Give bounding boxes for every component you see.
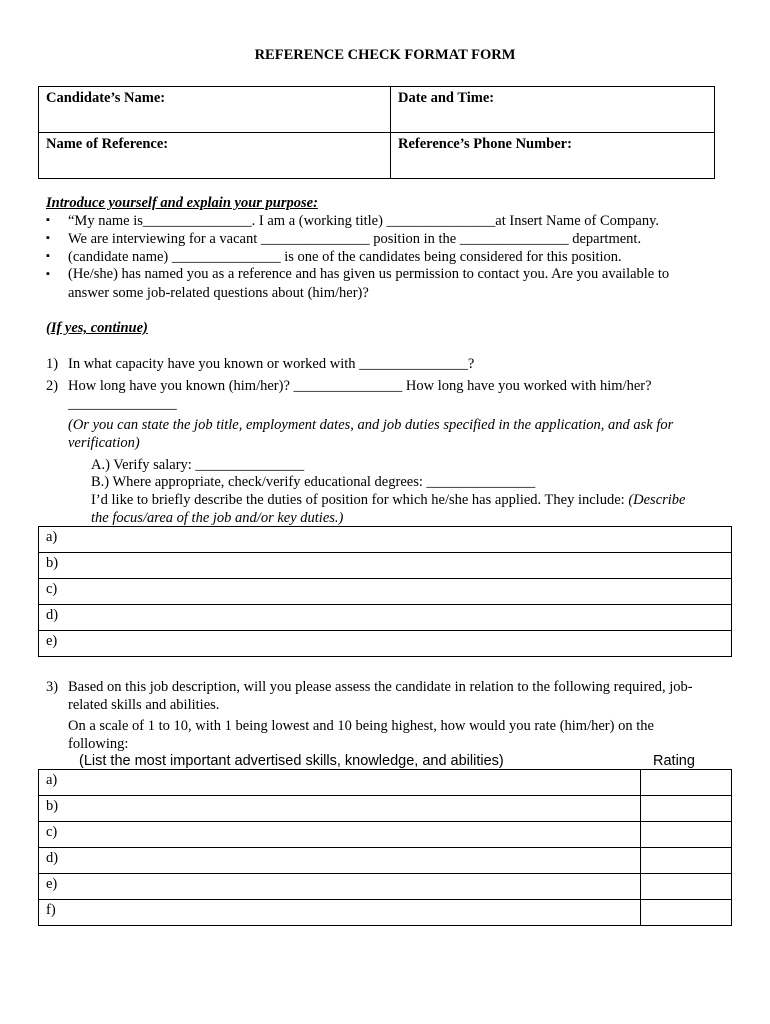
date-time-field[interactable]: Date and Time: xyxy=(391,87,715,133)
rating-cell[interactable] xyxy=(641,796,732,822)
bullet-icon: ▪ xyxy=(46,214,50,226)
q2-blank: _______________ xyxy=(68,396,177,412)
duties-row[interactable]: b) xyxy=(39,553,732,579)
page-title: REFERENCE CHECK FORMAT FORM xyxy=(254,47,516,63)
duties-table xyxy=(38,526,732,657)
q3-line-4: following: xyxy=(68,736,129,752)
skill-cell[interactable]: b) xyxy=(39,796,641,822)
q2-number: 2) xyxy=(46,378,59,394)
rating-header: Rating xyxy=(653,753,695,769)
rating-cell[interactable] xyxy=(641,770,732,796)
q2-text: How long have you known (him/her)? _______________ How long have you worked with him/her? xyxy=(68,378,652,394)
duties-row[interactable]: c) xyxy=(39,579,732,605)
bullet-icon: ▪ xyxy=(46,250,50,262)
rating-cell[interactable] xyxy=(641,822,732,848)
q3-line-1: Based on this job description, will you please assess the candidate in relation to the following required, job- xyxy=(68,679,693,695)
rating-table xyxy=(38,769,732,926)
rating-cell[interactable] xyxy=(641,848,732,874)
q2-duties-intro xyxy=(91,492,685,509)
rating-cell[interactable] xyxy=(641,900,732,926)
intro-bullet-3: (candidate name) _______________ is one of the candidates being considered for this position. xyxy=(68,249,622,265)
skill-cell[interactable]: d) xyxy=(39,848,641,874)
reference-phone-field[interactable]: Reference’s Phone Number: xyxy=(391,133,715,179)
q3-line-2: related skills and abilities. xyxy=(68,697,220,713)
skill-cell[interactable]: e) xyxy=(39,874,641,900)
intro-bullet-4-cont: answer some job-related questions about (him/her)? xyxy=(68,285,369,301)
bullet-icon: ▪ xyxy=(46,268,50,280)
duties-row[interactable]: a) xyxy=(39,527,732,553)
skill-cell[interactable]: a) xyxy=(39,770,641,796)
intro-bullet-2: We are interviewing for a vacant _______________ position in the _______________ department. xyxy=(68,231,642,247)
q2-verify-degrees: B.) Where appropriate, check/verify educational degrees: _______________ xyxy=(91,474,536,490)
skill-cell[interactable]: c) xyxy=(39,822,641,848)
if-yes-heading: (If yes, continue) xyxy=(46,320,148,336)
q2-note-line-2: verification) xyxy=(68,435,140,451)
q2-note-line-1: (Or you can state the job title, employment dates, and job duties specified in the application, and ask for xyxy=(68,417,674,433)
candidate-info-table xyxy=(38,86,715,179)
intro-bullet-1: “My name is_______________. I am a (working title) _______________at Insert Name of Company. xyxy=(68,213,660,229)
q3-line-3: On a scale of 1 to 10, with 1 being lowest and 10 being highest, how would you rate (him/her) on the xyxy=(68,718,654,734)
reference-name-field[interactable]: Name of Reference: xyxy=(39,133,391,179)
duties-row[interactable]: d) xyxy=(39,605,732,631)
bullet-icon: ▪ xyxy=(46,232,50,244)
rating-cell[interactable] xyxy=(641,874,732,900)
q2-duties-text: I’d like to briefly describe the duties of position for which he/she has applied. They include: xyxy=(91,492,629,508)
duties-row[interactable]: e) xyxy=(39,631,732,657)
q2-duties-italic: (Describe xyxy=(628,492,686,508)
q1-text: In what capacity have you known or worked with _______________? xyxy=(68,356,475,372)
intro-bullet-4: (He/she) has named you as a reference and has given us permission to contact you. Are you available to xyxy=(68,266,670,282)
q3-number: 3) xyxy=(46,679,59,695)
candidate-name-field[interactable]: Candidate’s Name: xyxy=(39,87,391,133)
q1-number: 1) xyxy=(46,356,59,372)
skills-header: (List the most important advertised skills, knowledge, and abilities) xyxy=(79,753,504,769)
q2-verify-salary: A.) Verify salary: _______________ xyxy=(91,457,305,473)
intro-heading: Introduce yourself and explain your purpose: xyxy=(46,195,318,211)
q2-duties-italic-cont: the focus/area of the job and/or key duties.) xyxy=(91,510,344,526)
skill-cell[interactable]: f) xyxy=(39,900,641,926)
